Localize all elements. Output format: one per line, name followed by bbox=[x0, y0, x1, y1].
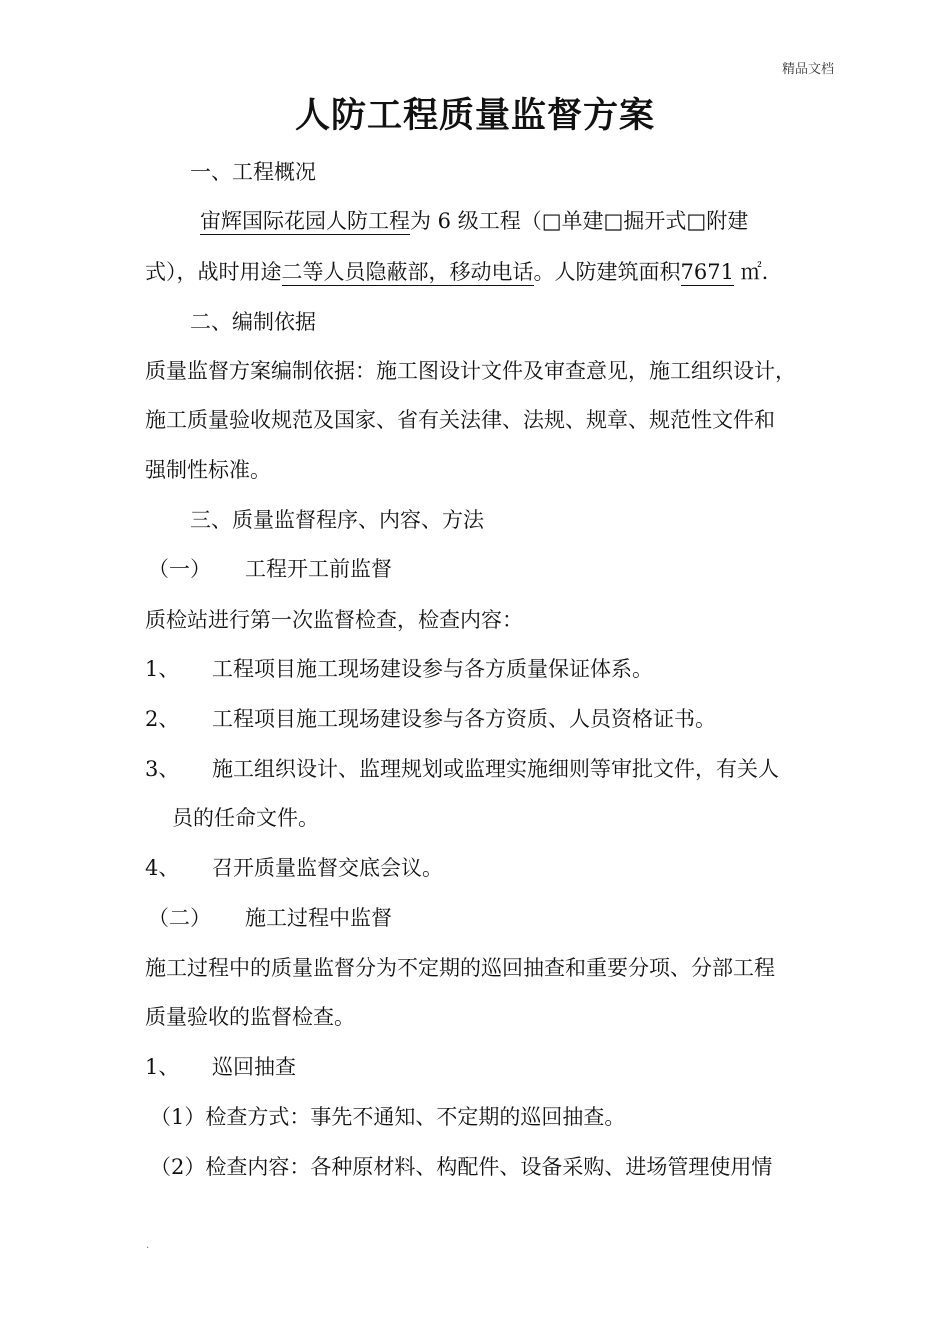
list-item-text: 召开质量监督交底会议。 bbox=[212, 856, 443, 880]
section2-line: 强制性标准。 bbox=[145, 458, 271, 482]
project-name: 宙辉国际花园人防工程 bbox=[200, 209, 410, 233]
section2-heading: 二、编制依据 bbox=[190, 310, 316, 334]
subsection2-title: 施工过程中监督 bbox=[245, 906, 392, 930]
check-point: （2）检查内容：各种原材料、构配件、设备采购、进场管理使用情 bbox=[150, 1155, 773, 1179]
list-item-text: 工程项目施工现场建设参与各方质量保证体系。 bbox=[212, 657, 653, 681]
check-point: （1）检查方式：事先不通知、不定期的巡回抽查。 bbox=[150, 1105, 626, 1129]
section1-heading: 一、工程概况 bbox=[190, 160, 316, 184]
section1-line2 bbox=[145, 257, 768, 287]
document-title: 人防工程质量监督方案 bbox=[294, 95, 655, 136]
list-item-number: 3、 bbox=[145, 757, 180, 781]
area-unit: ㎡. bbox=[733, 260, 769, 284]
subsection2-intro: 质量验收的监督检查。 bbox=[145, 1005, 355, 1029]
section2-line: 施工质量验收规范及国家、省有关法律、法规、规章、规范性文件和 bbox=[145, 408, 775, 432]
list-item-text: 巡回抽查 bbox=[212, 1055, 296, 1079]
list-item-text: 工程项目施工现场建设参与各方资质、人员资格证书。 bbox=[212, 707, 716, 731]
subsection1-title: 工程开工前监督 bbox=[245, 557, 392, 581]
section1-text-c: 。人防建筑面积 bbox=[533, 260, 681, 284]
list-item-number: 1、 bbox=[145, 657, 180, 681]
subsection1-intro: 质检站进行第一次监督检查，检查内容： bbox=[145, 608, 523, 632]
subsection1-label: （一） bbox=[148, 557, 211, 581]
subsection2-label: （二） bbox=[148, 906, 211, 930]
building-area: 7671 bbox=[680, 260, 734, 284]
section3-heading: 三、质量监督程序、内容、方法 bbox=[190, 508, 484, 532]
section2-line: 质量监督方案编制依据：施工图设计文件及审查意见，施工组织设计， bbox=[145, 359, 796, 383]
list-item-number: 1、 bbox=[145, 1055, 180, 1079]
list-item-continuation: 员的任命文件。 bbox=[172, 806, 319, 830]
header-tag: 精品文档 bbox=[781, 62, 834, 77]
section1-text-a: 为 6 级工程（□单建□掘开式□附建 bbox=[410, 209, 749, 233]
subsection2-intro: 施工过程中的质量监督分为不定期的巡回抽查和重要分项、分部工程 bbox=[145, 956, 775, 980]
list-item-text: 施工组织设计、监理规划或监理实施细则等审批文件，有关人 bbox=[212, 757, 779, 781]
list-item-number: 4、 bbox=[145, 856, 180, 880]
section1-line1 bbox=[200, 206, 748, 236]
wartime-use: 二等人员隐蔽部，移动电话 bbox=[281, 260, 534, 284]
list-item-number: 2、 bbox=[145, 707, 180, 731]
footer-mark: . bbox=[146, 1240, 150, 1251]
section1-text-b: 式），战时用途 bbox=[145, 260, 282, 284]
